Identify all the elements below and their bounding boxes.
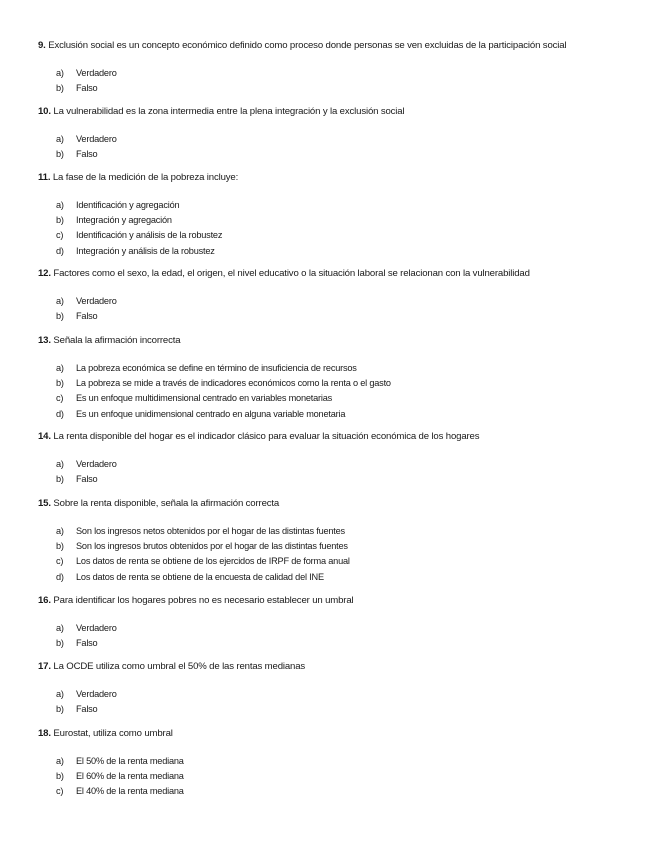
option-label: Los datos de renta se obtiene de los ejercidos de IRPF de forma anual [76, 556, 350, 567]
question-17 [38, 661, 635, 717]
option-item [38, 702, 635, 717]
option-item [38, 784, 635, 799]
question-text [38, 40, 635, 52]
option-letter: d) [56, 571, 64, 582]
option-item [38, 472, 635, 487]
option-letter: c) [56, 230, 64, 241]
option-label: Verdadero [76, 689, 117, 699]
question-text [38, 661, 635, 673]
option-list [38, 621, 635, 651]
option-letter: a) [56, 200, 64, 210]
question-text [38, 335, 635, 347]
option-list [38, 687, 635, 717]
option-item [38, 769, 635, 784]
option-item [38, 213, 635, 228]
option-item [38, 244, 635, 259]
question-15 [38, 498, 635, 585]
question-9 [38, 40, 635, 96]
option-label: Es un enfoque unidimensional centrado en alguna variable monetaria [76, 408, 346, 419]
option-label: El 40% de la renta mediana [76, 786, 184, 797]
option-list [38, 524, 635, 585]
question-16 [38, 595, 635, 651]
option-label: Falso [76, 149, 98, 160]
option-label: Falso [76, 311, 98, 322]
option-item [38, 524, 635, 539]
question-18 [38, 728, 635, 800]
option-letter: b) [56, 215, 64, 226]
option-letter: a) [56, 363, 64, 373]
option-item [38, 391, 635, 406]
option-list [38, 132, 635, 162]
option-item [38, 376, 635, 391]
option-letter: d) [56, 245, 64, 256]
option-item [38, 228, 635, 243]
question-statement: Exclusión social es un concepto económico definido como proceso donde personas se ven excluidas de la participación social [48, 40, 567, 51]
option-label: Es un enfoque multidimensional centrado en variables monetarias [76, 393, 333, 404]
option-list [38, 754, 635, 800]
option-item [38, 570, 635, 585]
question-statement: Eurostat, utiliza como umbral [53, 728, 173, 739]
option-item [38, 539, 635, 554]
option-letter: a) [56, 623, 64, 633]
question-text [38, 498, 635, 510]
option-list [38, 66, 635, 96]
option-item [38, 621, 635, 636]
option-label: La pobreza económica se define en término de insuficiencia de recursos [76, 363, 357, 373]
question-statement: Señala la afirmación incorrecta [53, 335, 181, 346]
option-item [38, 687, 635, 702]
question-number: 11. [38, 172, 51, 183]
option-letter: b) [56, 771, 64, 782]
option-label: Verdadero [76, 623, 117, 633]
question-text [38, 172, 635, 184]
question-statement: Sobre la renta disponible, señala la afirmación correcta [53, 498, 280, 509]
question-number: 9. [38, 40, 46, 51]
question-13 [38, 335, 635, 422]
option-letter: a) [56, 689, 64, 699]
question-number: 16. [38, 595, 51, 606]
question-text [38, 106, 635, 118]
option-letter: a) [56, 296, 64, 306]
question-12 [38, 268, 635, 324]
option-list [38, 361, 635, 422]
option-item [38, 636, 635, 651]
option-list [38, 457, 635, 487]
option-item [38, 309, 635, 324]
option-label: Los datos de renta se obtiene de la encuesta de calidad del INE [76, 571, 324, 582]
option-letter: b) [56, 474, 64, 485]
option-letter: a) [56, 526, 64, 536]
option-letter: c) [56, 393, 64, 404]
question-number: 14. [38, 431, 51, 442]
question-number: 10. [38, 106, 51, 117]
question-statement: Para identificar los hogares pobres no es necesario establecer un umbral [53, 595, 354, 606]
option-letter: b) [56, 83, 64, 94]
option-label: Integración y agregación [76, 215, 172, 226]
option-letter: b) [56, 541, 64, 552]
option-letter: a) [56, 68, 64, 78]
option-label: El 60% de la renta mediana [76, 771, 184, 782]
option-label: Identificación y análisis de la robustez [76, 230, 223, 241]
option-letter: b) [56, 638, 64, 649]
question-text [38, 595, 635, 607]
question-11 [38, 172, 635, 259]
question-statement: La OCDE utiliza como umbral el 50% de las rentas medianas [53, 661, 306, 672]
option-label: Son los ingresos netos obtenidos por el hogar de las distintas fuentes [76, 526, 345, 536]
option-label: El 50% de la renta mediana [76, 756, 184, 766]
option-item [38, 554, 635, 569]
question-statement: La vulnerabilidad es la zona intermedia entre la plena integración y la exclusión social [53, 106, 405, 117]
option-letter: c) [56, 556, 64, 567]
question-number: 17. [38, 661, 51, 672]
option-item [38, 361, 635, 376]
question-number: 18. [38, 728, 51, 739]
question-number: 12. [38, 268, 51, 279]
option-item [38, 66, 635, 81]
option-item [38, 81, 635, 96]
option-item [38, 754, 635, 769]
option-label: Verdadero [76, 134, 117, 144]
question-statement: La renta disponible del hogar es el indicador clásico para evaluar la situación económica de los hogares [53, 431, 480, 442]
option-list [38, 198, 635, 259]
question-statement: Factores como el sexo, la edad, el origen, el nivel educativo o la situación laboral se relacionan con la vulnerabilidad [53, 268, 530, 279]
question-number: 15. [38, 498, 51, 509]
question-text [38, 268, 635, 280]
option-item [38, 294, 635, 309]
option-letter: d) [56, 408, 64, 419]
option-letter: a) [56, 756, 64, 766]
option-letter: a) [56, 134, 64, 144]
option-list [38, 294, 635, 324]
option-item [38, 132, 635, 147]
option-label: Verdadero [76, 459, 117, 469]
option-letter: b) [56, 149, 64, 160]
question-10 [38, 106, 635, 162]
option-letter: b) [56, 704, 64, 715]
option-letter: c) [56, 786, 64, 797]
option-label: Identificación y agregación [76, 200, 180, 210]
option-label: Falso [76, 83, 98, 94]
question-number: 13. [38, 335, 51, 346]
option-item [38, 457, 635, 472]
option-item [38, 147, 635, 162]
option-label: Falso [76, 638, 98, 649]
option-letter: a) [56, 459, 64, 469]
option-letter: b) [56, 311, 64, 322]
question-text [38, 431, 635, 443]
option-label: Verdadero [76, 296, 117, 306]
option-label: Integración y análisis de la robustez [76, 245, 215, 256]
option-label: Verdadero [76, 68, 117, 78]
option-item [38, 407, 635, 422]
question-14 [38, 431, 635, 487]
option-label: Falso [76, 704, 98, 715]
option-label: Son los ingresos brutos obtenidos por el hogar de las distintas fuentes [76, 541, 348, 552]
option-label: La pobreza se mide a través de indicadores económicos como la renta o el gasto [76, 378, 391, 389]
option-item [38, 198, 635, 213]
question-statement: La fase de la medición de la pobreza incluye: [52, 172, 239, 183]
option-label: Falso [76, 474, 98, 485]
option-letter: b) [56, 378, 64, 389]
question-text [38, 728, 635, 740]
